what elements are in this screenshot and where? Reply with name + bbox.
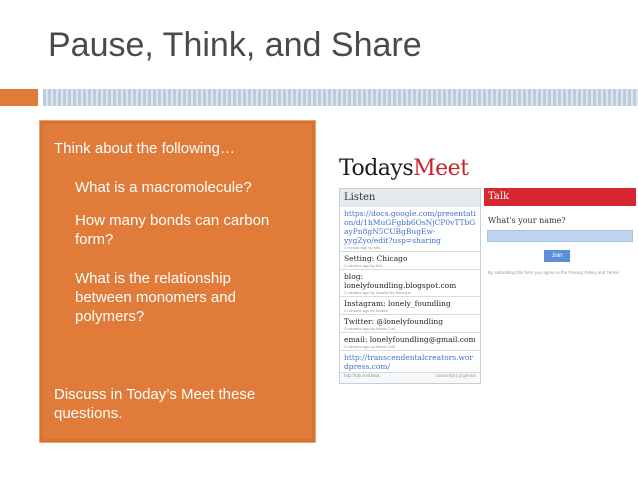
listen-panel: [339, 188, 481, 384]
message-item: [340, 351, 480, 373]
talk-panel: [484, 188, 636, 308]
message-text[interactable]: https://docs.google.com/presentation/d/1hMuGFgbb6OsNjCP0vTTbGayPn8gN5CUBgBugEw-yygZyo/edit?usp=sharing: [344, 209, 476, 245]
listen-header: Listen: [340, 189, 480, 207]
message-text: email: lonelyfoundling@gmail.com: [344, 335, 476, 344]
talk-header: Talk: [484, 188, 636, 206]
message-text: Instagram: lonely_foundling: [344, 299, 451, 308]
message-meta: 2 minutes ago by Mrs.: [344, 263, 384, 268]
accent-bar-left: [0, 89, 38, 106]
think-box: [39, 120, 316, 443]
message-item: [340, 270, 480, 297]
message-meta: 2 minutes ago by Admin Cult: [344, 326, 395, 331]
message-item: [340, 252, 480, 270]
message-item: [340, 207, 480, 252]
name-input[interactable]: [487, 230, 633, 242]
question-3: What is the relationship between monomers and polymers?: [75, 270, 236, 325]
message-meta: 1 minute ago by Mrs.: [344, 245, 382, 250]
discussion-prompt: Discuss in Today’s Meet these questions.: [54, 386, 256, 422]
todaysmeet-screenshot: [331, 148, 636, 386]
question-1: What is a macromolecule?: [75, 179, 252, 196]
slide-title: Pause, Think, and Share: [48, 26, 422, 64]
listen-footer: [344, 373, 476, 381]
message-item: [340, 315, 480, 333]
message-item: [340, 333, 480, 351]
accent-stripe: [43, 89, 638, 106]
message-text[interactable]: http://transcendentalcreators.wordpress.com/: [344, 353, 473, 371]
name-label: What's your name?: [488, 216, 566, 225]
logo-meet: Meet: [413, 156, 469, 181]
message-text: Twitter: @lonelyfoundling: [344, 317, 444, 326]
message-text: blog: lonelyfoundling.blogspot.com: [344, 272, 457, 290]
logo-today: Todays: [339, 156, 414, 181]
message-item: [340, 297, 480, 315]
transcript-link[interactable]: transcript | projector: [436, 373, 476, 378]
message-meta: 2 minutes ago by Natalie: [344, 308, 389, 313]
think-heading: Think about the following…: [54, 140, 235, 157]
join-button[interactable]: Join: [544, 250, 570, 262]
policy-text: By submitting this form you agree to the Privacy Policy and Terms.: [488, 270, 620, 275]
todaysmeet-logo: [339, 156, 469, 181]
question-2: How many bonds can carbon form?: [75, 212, 270, 248]
room-url[interactable]: http://tdy.sm/b56a: [344, 373, 380, 378]
message-meta: 2 minutes ago by Admin Cult: [344, 344, 395, 349]
message-meta: 2 minutes ago by Natalia Ms Monique: [344, 290, 411, 295]
message-text: Setting: Chicago: [344, 254, 408, 263]
